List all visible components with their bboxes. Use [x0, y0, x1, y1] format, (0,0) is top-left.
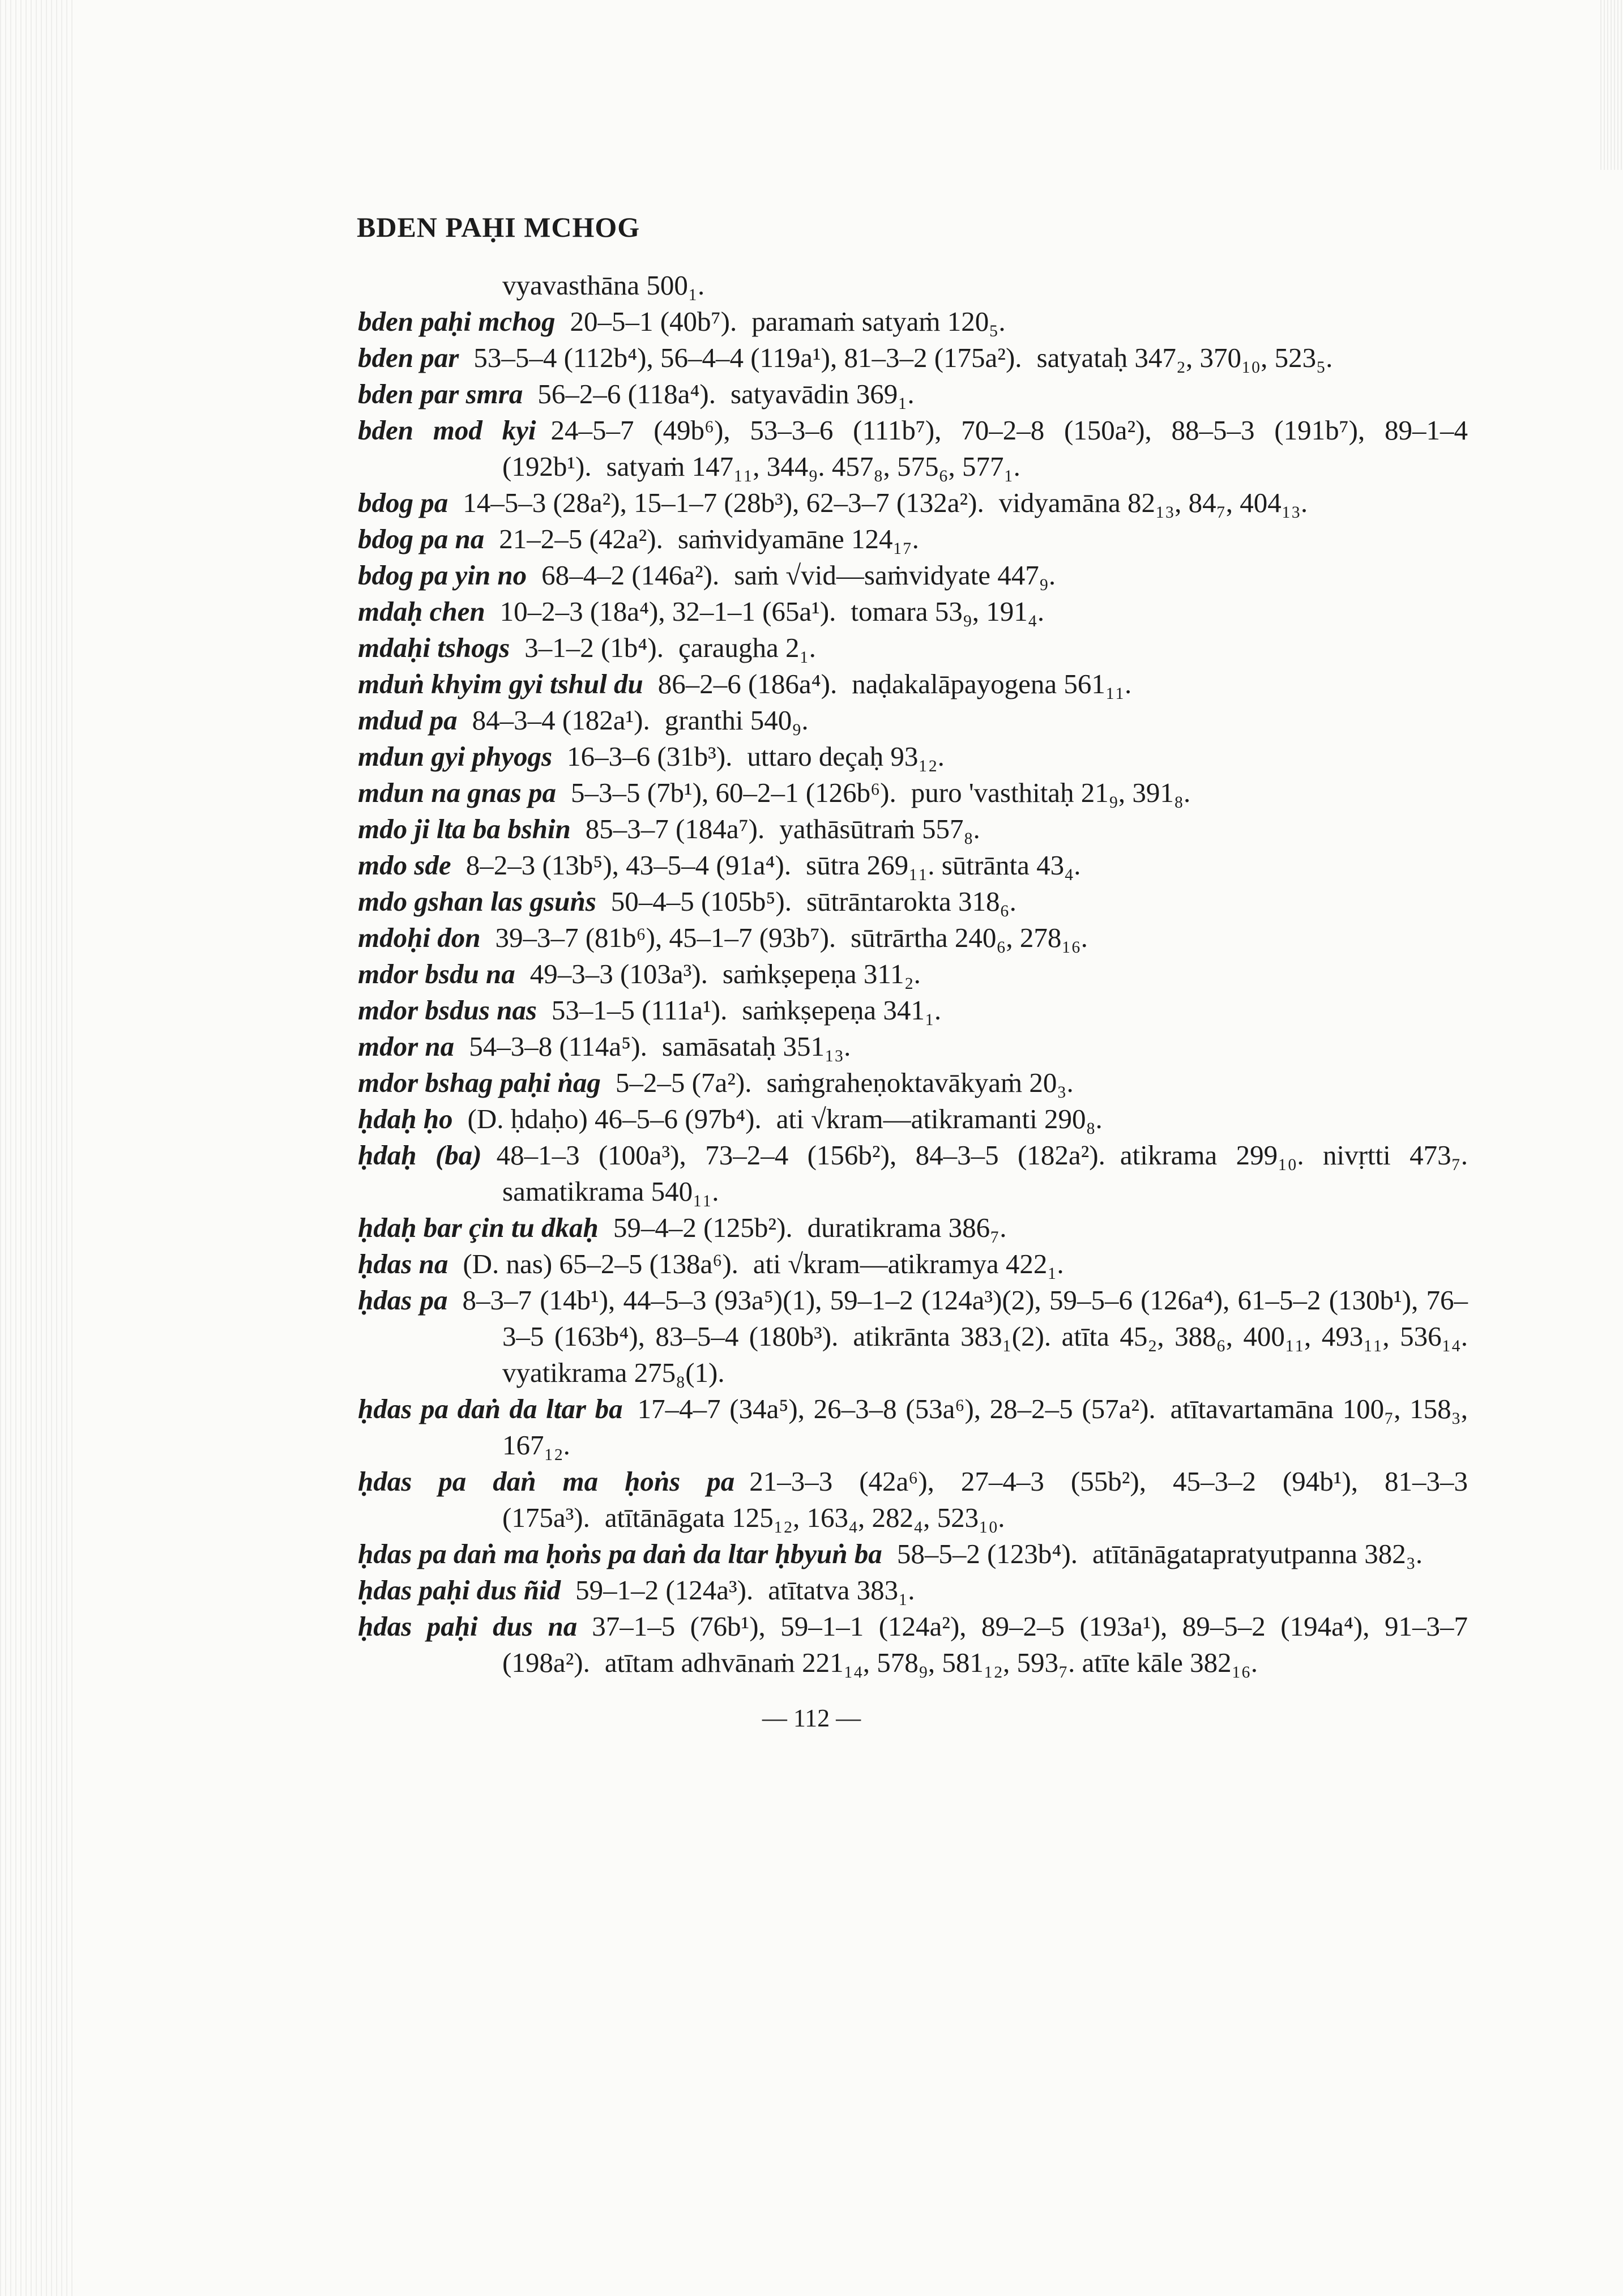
entry-references: 53–5–4 (112b⁴), 56–4–4 (119a¹), 81–3–2 (175a²).	[473, 342, 1022, 373]
scan-edge-shading	[0, 0, 74, 2296]
dictionary-entry	[358, 485, 1468, 521]
entry-sanskrit-gloss: ati √kram—atikramya 422₁.	[753, 1248, 1064, 1279]
entry-headword: ḥdaḥ (ba)	[358, 1140, 482, 1171]
entry-headword: mdor na	[358, 1031, 455, 1062]
entry-sanskrit-gloss: duratikrama 386₇.	[807, 1212, 1007, 1243]
dictionary-entry	[358, 594, 1468, 630]
dictionary-entry	[358, 1536, 1468, 1572]
dictionary-entry	[358, 811, 1468, 847]
entry-references: 85–3–7 (184a⁷).	[585, 813, 765, 844]
entry-headword: mdo sde	[358, 850, 451, 881]
entry-headword: bden mod kyi	[358, 415, 536, 446]
entry-references: 54–3–8 (114a⁵).	[469, 1031, 647, 1062]
entry-headword: ḥdas na	[358, 1248, 449, 1279]
entry-references: 59–4–2 (125b²).	[613, 1212, 793, 1243]
dictionary-entry	[358, 267, 1468, 304]
entry-sanskrit-gloss: saṁ √vid—saṁvidyate 447₉.	[734, 560, 1056, 591]
entry-headword: bden paḥi mchog	[358, 306, 556, 337]
entry-sanskrit-gloss: ati √kram—atikramanti 290₈.	[776, 1103, 1103, 1134]
dictionary-entry	[358, 739, 1468, 775]
dictionary-entry	[358, 412, 1468, 485]
entry-references: 86–2–6 (186a⁴).	[657, 668, 838, 699]
entry-headword: ḥdas pa daṅ ma ḥoṅs pa daṅ da ltar ḥbyuṅ ba	[358, 1538, 882, 1569]
entry-headword: mdor bsdus nas	[358, 995, 537, 1026]
entry-references: 21–2–5 (42a²).	[499, 523, 663, 554]
entry-headword: ḥdas pa daṅ ma ḥoṅs pa	[358, 1466, 735, 1497]
entry-sanskrit-gloss: atītānāgatapratyutpanna 382₃.	[1092, 1538, 1423, 1569]
entry-references: 5–3–5 (7b¹), 60–2–1 (126b⁶).	[570, 777, 896, 808]
entry-headword: mdor bshag paḥi ṅag	[358, 1067, 601, 1098]
dictionary-entry	[358, 1246, 1468, 1282]
dictionary-entry	[358, 1101, 1468, 1137]
entry-references: (D. nas) 65–2–5 (138a⁶).	[463, 1248, 738, 1279]
entry-references: 21–3–3 (42a⁶), 27–4–3 (55b²), 45–3–2 (94b¹), 81–3–3 (175a³).	[502, 1466, 1468, 1533]
dictionary-entry	[358, 702, 1468, 739]
entry-references: 50–4–5 (105b⁵).	[610, 886, 792, 917]
entry-sanskrit-gloss: atītatva 383₁.	[768, 1574, 915, 1606]
dictionary-entry	[358, 920, 1468, 956]
entry-headword: bden par smra	[358, 378, 523, 409]
entry-sanskrit-gloss: atikrama 299₁₀. nivṛtti 473₇. samatikrama 540₁₁.	[502, 1140, 1468, 1207]
entry-headword: mdaḥi tshogs	[358, 632, 510, 663]
entry-headword: mdo ji lta ba bshin	[358, 813, 571, 844]
entry-sanskrit-gloss: sūtra 269₁₁. sūtrānta 43₄.	[806, 850, 1081, 881]
entry-references: 20–5–1 (40b⁷).	[570, 306, 737, 337]
entry-headword: bden par	[358, 342, 459, 373]
entry-sanskrit-gloss: satyavādin 369₁.	[730, 378, 915, 409]
entry-sanskrit-gloss: atikrānta 383₁(2). atīta 45₂, 388₆, 400₁₁, 493₁₁, 536₁₄. vyatikrama 275₈(1).	[502, 1321, 1468, 1388]
entry-references: 58–5–2 (123b⁴).	[896, 1538, 1078, 1569]
entry-sanskrit-gloss: saṁvidyamāne 124₁₇.	[677, 523, 919, 554]
entry-headword: ḥdas pa daṅ da ltar ba	[358, 1393, 623, 1424]
entry-sanskrit-gloss: çaraugha 2₁.	[678, 632, 816, 663]
entry-sanskrit-gloss: paramaṁ satyaṁ 120₅.	[751, 306, 1006, 337]
entry-headword: ḥdaḥ bar çin tu dkaḥ	[358, 1212, 599, 1243]
entry-sanskrit-gloss: atītam adhvānaṁ 221₁₄, 578₉, 581₁₂, 593₇. atīte kāle 382₁₆.	[604, 1647, 1258, 1678]
entry-references: 39–3–7 (81b⁶), 45–1–7 (93b⁷).	[495, 922, 836, 953]
entry-sanskrit-gloss: satyataḥ 347₂, 370₁₀, 523₅.	[1036, 342, 1333, 373]
dictionary-entry	[358, 956, 1468, 992]
dictionary-entry	[358, 1391, 1468, 1463]
dictionary-entry	[358, 1210, 1468, 1246]
dictionary-entry	[358, 1572, 1468, 1608]
dictionary-entry	[358, 557, 1468, 594]
dictionary-entry	[358, 992, 1468, 1028]
entry-sanskrit-gloss: puro 'vasthitaḥ 21₉, 391₈.	[911, 777, 1191, 808]
dictionary-entry	[358, 1065, 1468, 1101]
entry-headword: mdoḥi don	[358, 922, 481, 953]
entry-headword: ḥdaḥ ḥo	[358, 1103, 453, 1134]
dictionary-entry	[358, 521, 1468, 557]
scan-edge-shading-right	[1600, 0, 1623, 170]
entry-sanskrit-gloss: sūtrārtha 240₆, 278₁₆.	[851, 922, 1088, 953]
entry-sanskrit-gloss: sūtrāntarokta 318₆.	[806, 886, 1016, 917]
entry-references: 59–1–2 (124a³).	[575, 1574, 754, 1606]
entry-headword: mdaḥ chen	[358, 596, 485, 627]
entry-references: 8–3–7 (14b¹), 44–5–3 (93a⁵)(1), 59–1–2 (124a³)(2), 59–5–6 (126a⁴), 61–5–2 (130b¹), 76–3–5 (163b⁴), 83–5–4 (180b³).	[462, 1284, 1468, 1352]
entry-headword: mdud pa	[358, 705, 458, 736]
page-number: — 112 —	[762, 1704, 861, 1732]
entry-headword: mdo gshan las gsuṅs	[358, 886, 596, 917]
entry-references: 56–2–6 (118a⁴).	[537, 378, 716, 409]
dictionary-entry	[358, 1608, 1468, 1681]
dictionary-entries	[358, 267, 1468, 1681]
entry-references: (D. ḥdaḥo) 46–5–6 (97b⁴).	[467, 1103, 762, 1134]
entry-sanskrit-gloss: saṁkṣepeṇa 341₁.	[742, 995, 942, 1026]
dictionary-entry	[358, 1463, 1468, 1536]
entry-references: 84–3–4 (182a¹).	[472, 705, 650, 736]
dictionary-entry	[358, 666, 1468, 702]
entry-references: 68–4–2 (146a²).	[541, 560, 720, 591]
dictionary-entry	[358, 630, 1468, 666]
entry-sanskrit-gloss: atītānāgata 125₁₂, 163₄, 282₄, 523₁₀.	[604, 1502, 1005, 1533]
entry-sanskrit-gloss: naḍakalāpayogena 561₁₁.	[852, 668, 1132, 699]
entry-headword: ḥdas pa	[358, 1284, 448, 1316]
entry-headword: bdog pa na	[358, 523, 485, 554]
entry-sanskrit-gloss: vidyamāna 82₁₃, 84₇, 404₁₃.	[998, 487, 1308, 518]
entry-sanskrit-gloss: vyavasthāna 500₁.	[502, 270, 705, 301]
entry-sanskrit-gloss: uttaro deçaḥ 93₁₂.	[747, 741, 945, 772]
entry-sanskrit-gloss: granthi 540₉.	[664, 705, 809, 736]
entry-headword: bdog pa	[358, 487, 449, 518]
dictionary-entry	[358, 376, 1468, 412]
entry-sanskrit-gloss: saṁgraheṇoktavākyaṁ 20₃.	[766, 1067, 1074, 1098]
entry-references: 3–1–2 (1b⁴).	[524, 632, 664, 663]
entry-sanskrit-gloss: tomara 53₉, 191₄.	[851, 596, 1045, 627]
entry-headword: ḥdas paḥi dus ñid	[358, 1574, 561, 1606]
entry-sanskrit-gloss: satyaṁ 147₁₁, 344₉. 457₈, 575₆, 577₁.	[606, 451, 1020, 482]
entry-references: 48–1–3 (100a³), 73–2–4 (156b²), 84–3–5 (182a²).	[496, 1140, 1105, 1171]
entry-headword: mdun na gnas pa	[358, 777, 556, 808]
entry-headword: mduṅ khyim gyi tshul du	[358, 668, 643, 699]
entry-headword: bdog pa yin no	[358, 560, 527, 591]
dictionary-entry	[358, 304, 1468, 340]
dictionary-entry	[358, 1282, 1468, 1391]
entry-references: 10–2–3 (18a⁴), 32–1–1 (65a¹).	[499, 596, 836, 627]
entry-references: 49–3–3 (103a³).	[529, 958, 708, 989]
dictionary-entry	[358, 340, 1468, 376]
entry-references: 37–1–5 (76b¹), 59–1–1 (124a²), 89–2–5 (193a¹), 89–5–2 (194a⁴), 91–3–7 (198a²).	[502, 1611, 1468, 1678]
dictionary-entry	[358, 1137, 1468, 1210]
entry-references: 5–2–5 (7a²).	[615, 1067, 752, 1098]
entry-references: 17–4–7 (34a⁵), 26–3–8 (53a⁶), 28–2–5 (57a²).	[637, 1393, 1156, 1424]
entry-sanskrit-gloss: saṁkṣepeṇa 311₂.	[722, 958, 921, 989]
entry-sanskrit-gloss: samāsataḥ 351₁₃.	[661, 1031, 851, 1062]
entry-references: 24–5–7 (49b⁶), 53–3–6 (111b⁷), 70–2–8 (150a²), 88–5–3 (191b⁷), 89–1–4 (192b¹).	[502, 415, 1468, 482]
dictionary-entry	[358, 775, 1468, 811]
entry-sanskrit-gloss: atītavartamāna 100₇, 158₃, 167₁₂.	[502, 1393, 1468, 1461]
dictionary-entry	[358, 847, 1468, 884]
entry-headword: ḥdas paḥi dus na	[358, 1611, 578, 1642]
dictionary-entry	[358, 1028, 1468, 1065]
entry-headword: mdun gyi phyogs	[358, 741, 553, 772]
entry-references: 53–1–5 (111a¹).	[551, 995, 728, 1026]
entry-references: 16–3–6 (31b³).	[567, 741, 733, 772]
entry-sanskrit-gloss: yathāsūtraṁ 557₈.	[779, 813, 980, 844]
entry-headword: mdor bsdu na	[358, 958, 515, 989]
entry-references: 14–5–3 (28a²), 15–1–7 (28b³), 62–3–7 (132a²).	[463, 487, 984, 518]
running-header: BDEN PAḤI MCHOG	[357, 211, 640, 243]
dictionary-entry	[358, 884, 1468, 920]
entry-references: 8–2–3 (13b⁵), 43–5–4 (91a⁴).	[465, 850, 792, 881]
